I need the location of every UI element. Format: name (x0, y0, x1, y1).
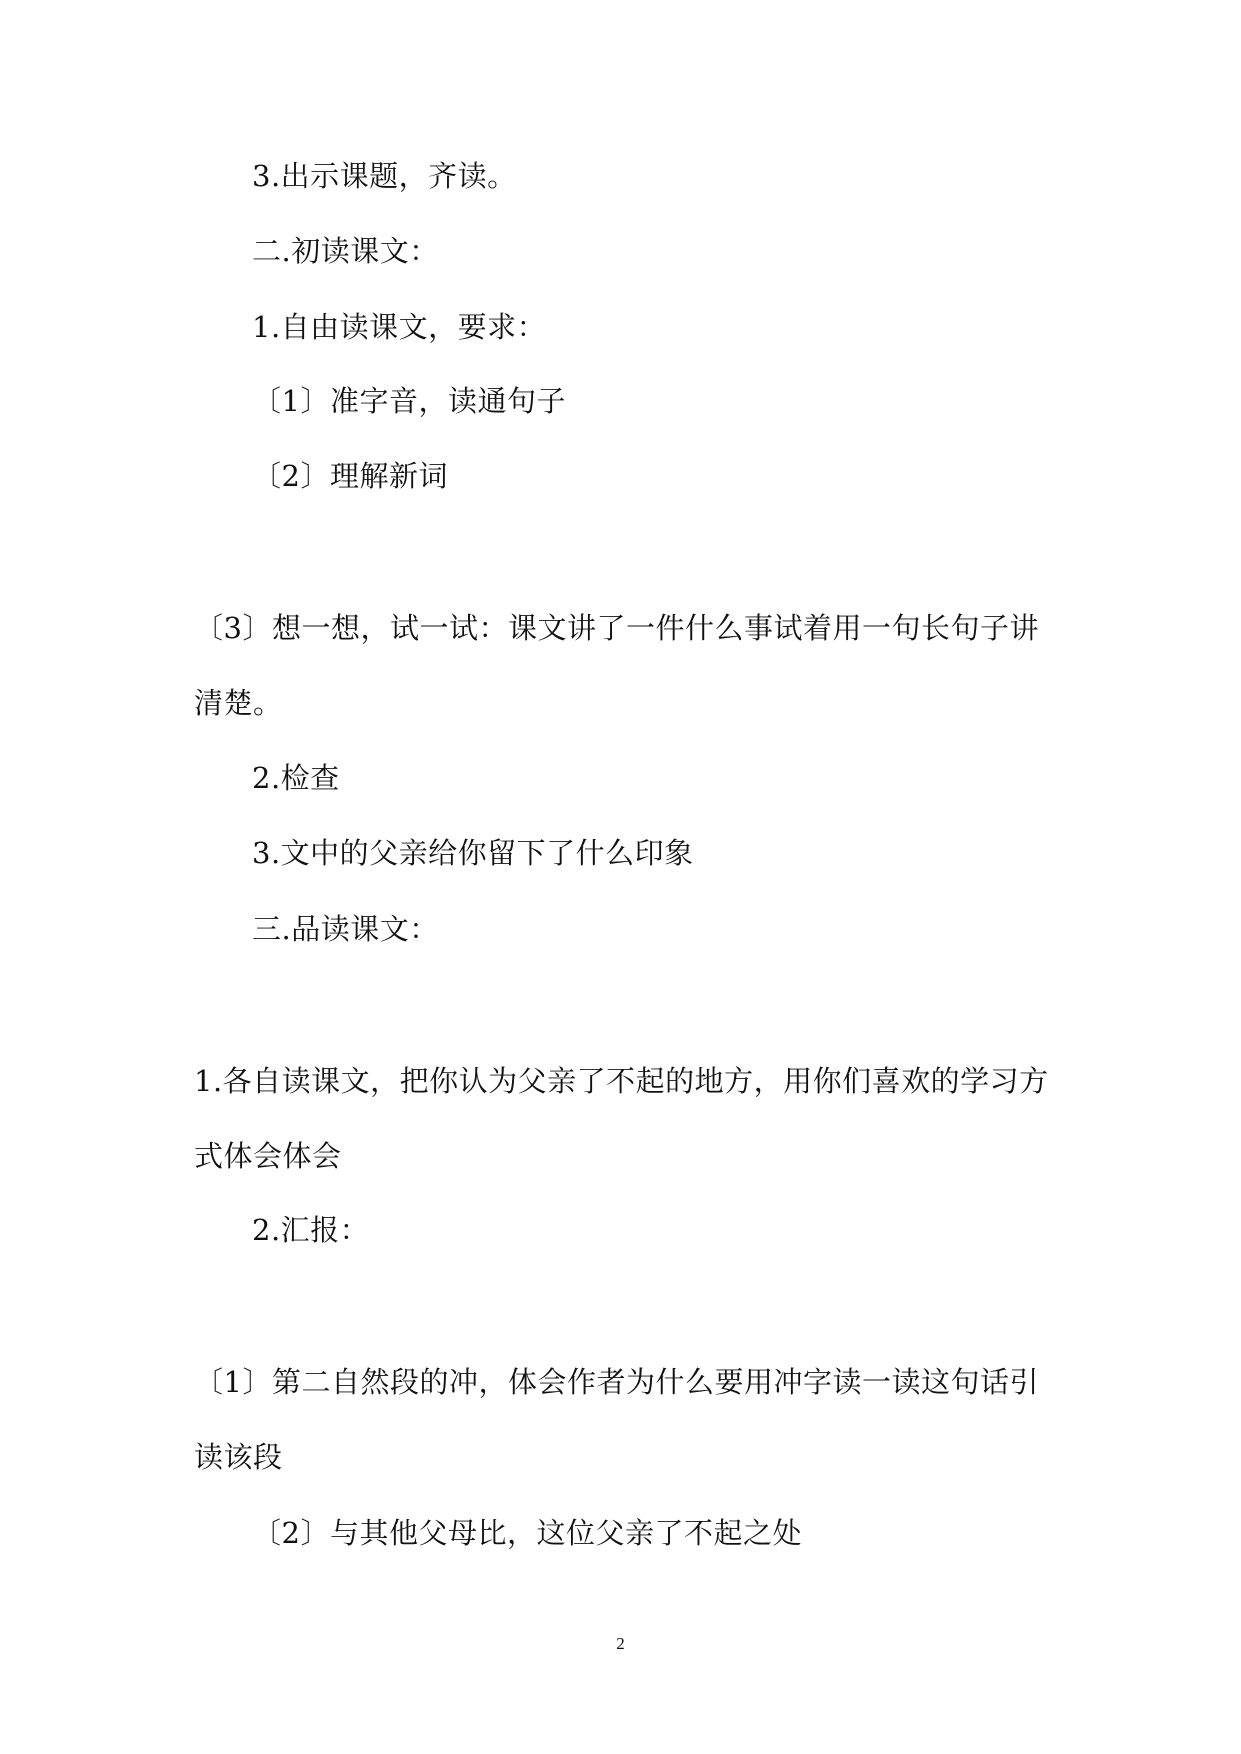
text-line: 式体会体会 (194, 1139, 342, 1173)
page-number: 2 (616, 1634, 625, 1653)
text-line: 3.文中的父亲给你留下了什么印象 (252, 836, 694, 870)
text-line: 清楚。 (194, 686, 283, 720)
text-line: 〔3〕想一想，试一试：课文讲了一件什么事试着用一句长句子讲 (194, 611, 1039, 645)
text-line: 〔1〕第二自然段的冲，体会作者为什么要用冲字读一读这句话引 (194, 1365, 1039, 1399)
text-line: 〔1〕准字音，读通句子 (252, 384, 566, 418)
text-line: 1.各自读课文，把你认为父亲了不起的地方，用你们喜欢的学习方 (194, 1064, 1049, 1098)
text-line: 3.出示课题，齐读。 (252, 159, 517, 193)
text-line: 2.检查 (252, 761, 340, 795)
text-line: 读该段 (194, 1440, 283, 1474)
text-line: 1.自由读课文，要求： (252, 310, 547, 344)
text-line: 2.汇报： (252, 1213, 370, 1247)
section-heading: 二.初读课文： (252, 234, 439, 268)
text-line: 〔2〕与其他父母比，这位父亲了不起之处 (252, 1516, 802, 1550)
text-line: 〔2〕理解新词 (252, 459, 448, 493)
section-heading: 三.品读课文： (252, 912, 439, 946)
